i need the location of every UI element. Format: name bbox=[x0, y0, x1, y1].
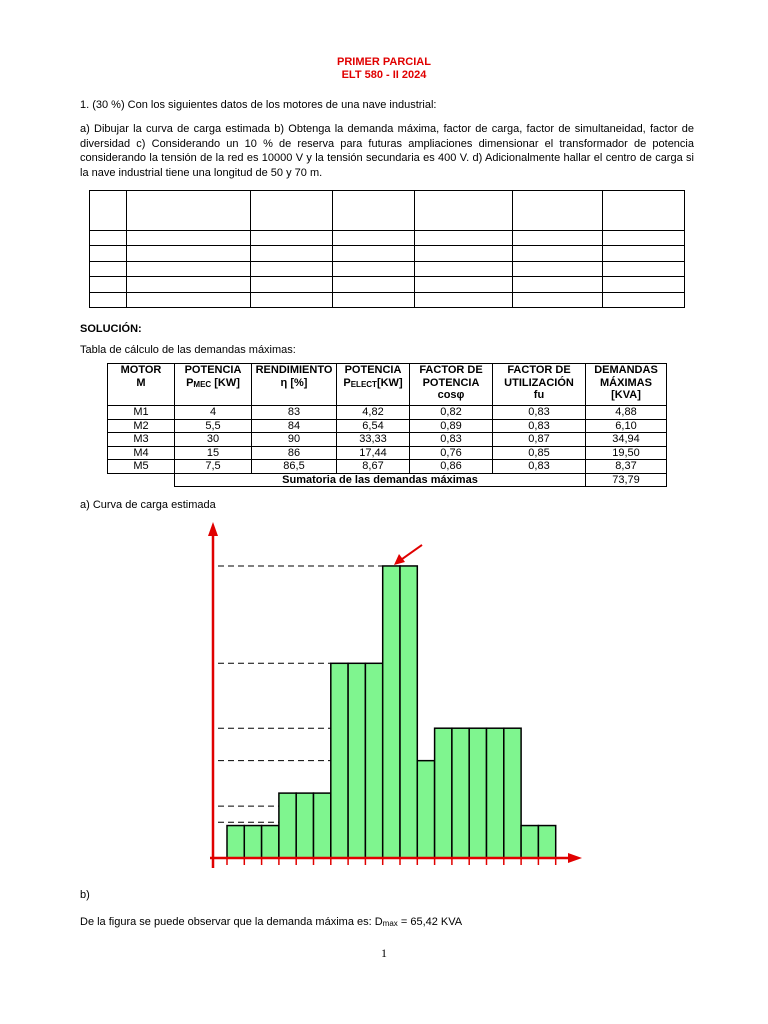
table-cell: M4 bbox=[108, 446, 175, 460]
max-demand-text-pre: De la figura se puede observar que la demanda máxima es: D bbox=[80, 916, 383, 928]
load-bar bbox=[521, 826, 538, 858]
solution-heading: SOLUCIÓN: bbox=[80, 323, 142, 335]
table-cell: 19,50 bbox=[586, 446, 667, 460]
table-row bbox=[108, 446, 667, 460]
load-bar bbox=[400, 566, 417, 858]
table-cell: 83 bbox=[252, 406, 337, 420]
sum-label: Sumatoria de las demandas máximas bbox=[175, 473, 586, 487]
peak-arrow bbox=[394, 545, 422, 565]
page-number: 1 bbox=[381, 946, 387, 960]
blank-data-table bbox=[89, 190, 685, 308]
table-cell: M2 bbox=[108, 419, 175, 433]
load-bar bbox=[487, 728, 504, 858]
col-dem-2: MÁXIMAS bbox=[600, 376, 652, 389]
col-fp-2: POTENCIA bbox=[422, 376, 480, 389]
table-cell: 4 bbox=[175, 406, 252, 420]
table-cell: 4,82 bbox=[337, 406, 410, 420]
table-row bbox=[108, 406, 667, 420]
col-pot-sub bbox=[186, 377, 240, 389]
table-cell: 90 bbox=[252, 433, 337, 447]
table-cell: 6,54 bbox=[337, 419, 410, 433]
y-axis-arrow bbox=[208, 522, 218, 536]
max-demand-sub: max bbox=[382, 919, 398, 928]
load-bar bbox=[383, 566, 400, 858]
col-pelec-sub-idx: ELECT bbox=[350, 379, 377, 389]
part-a-caption: a) Curva de carga estimada bbox=[80, 499, 216, 511]
col-dem: DEMANDAS bbox=[594, 364, 658, 376]
table-row bbox=[108, 460, 667, 474]
table-cell: 0,83 bbox=[493, 419, 586, 433]
col-pelec: POTENCIA bbox=[344, 364, 402, 376]
peak-arrow-head bbox=[394, 554, 405, 565]
col-motor: MOTOR bbox=[120, 364, 162, 376]
load-bar bbox=[262, 826, 279, 858]
load-bar bbox=[296, 793, 313, 858]
load-bar bbox=[504, 728, 521, 858]
load-bar bbox=[331, 663, 348, 858]
table-cell: M3 bbox=[108, 433, 175, 447]
table-cell: 0,86 bbox=[410, 460, 493, 474]
load-bar bbox=[469, 728, 486, 858]
load-bar bbox=[348, 663, 365, 858]
table-cell: M1 bbox=[108, 406, 175, 420]
table-cell: 6,10 bbox=[586, 419, 667, 433]
load-bar bbox=[538, 826, 555, 858]
table-cell: 0,87 bbox=[493, 433, 586, 447]
load-bar bbox=[435, 728, 452, 858]
col-pot-sub-idx: MEC bbox=[193, 379, 212, 389]
col-rend-sub: η [%] bbox=[280, 376, 308, 389]
exam-subtitle: ELT 580 - II 2024 bbox=[341, 69, 427, 81]
table-cell: 0,89 bbox=[410, 419, 493, 433]
load-curve-chart bbox=[190, 520, 600, 880]
load-bar bbox=[244, 826, 261, 858]
table-cell: 33,33 bbox=[337, 433, 410, 447]
col-pot: POTENCIA bbox=[184, 364, 242, 376]
table-cell: 0,76 bbox=[410, 446, 493, 460]
load-bar bbox=[417, 761, 434, 858]
table-cell: 5,5 bbox=[175, 419, 252, 433]
demand-table bbox=[107, 363, 667, 487]
table-cell: 30 bbox=[175, 433, 252, 447]
col-pelec-sub-p: P bbox=[343, 376, 351, 389]
load-bar bbox=[227, 826, 244, 858]
table-row bbox=[108, 419, 667, 433]
col-pot-sub-unit: [KW] bbox=[211, 376, 240, 389]
table-cell: 0,83 bbox=[410, 433, 493, 447]
max-demand-value: = 65,42 KVA bbox=[397, 916, 463, 928]
table-cell: 15 bbox=[175, 446, 252, 460]
table-cell: 86,5 bbox=[252, 460, 337, 474]
table-cell: 4,88 bbox=[586, 406, 667, 420]
max-demand-text bbox=[80, 916, 462, 928]
col-fp: FACTOR DE bbox=[419, 364, 483, 376]
col-dem-3: [KVA] bbox=[611, 389, 641, 401]
col-fp-3: cosφ bbox=[437, 389, 465, 401]
col-motor-sub: M bbox=[136, 376, 146, 389]
exam-title: PRIMER PARCIAL bbox=[337, 56, 431, 68]
sum-value: 73,79 bbox=[586, 473, 667, 487]
col-pelec-sub-unit: [KW] bbox=[376, 376, 403, 389]
table-cell: 0,85 bbox=[493, 446, 586, 460]
col-fu: FACTOR DE bbox=[507, 364, 571, 376]
x-axis-arrow bbox=[568, 853, 582, 863]
problem-statement: 1. (30 %) Con los siguientes datos de los motores de una nave industrial: bbox=[80, 99, 437, 111]
bars bbox=[227, 566, 556, 858]
table-cell: 84 bbox=[252, 419, 337, 433]
table-cell: 86 bbox=[252, 446, 337, 460]
load-bar bbox=[452, 728, 469, 858]
load-bar bbox=[279, 793, 296, 858]
table-cell: 0,83 bbox=[493, 460, 586, 474]
load-bar bbox=[314, 793, 331, 858]
table-cell: 0,82 bbox=[410, 406, 493, 420]
table-row bbox=[108, 433, 667, 447]
table-cell: M5 bbox=[108, 460, 175, 474]
col-pelec-sub bbox=[343, 377, 402, 389]
load-bar bbox=[365, 663, 382, 858]
col-fu-3: fu bbox=[533, 389, 545, 401]
table-cell: 7,5 bbox=[175, 460, 252, 474]
col-pot-sub-p: P bbox=[186, 376, 194, 389]
part-b-label: b) bbox=[80, 889, 90, 901]
table-cell: 8,67 bbox=[337, 460, 410, 474]
table-caption: Tabla de cálculo de las demandas máximas: bbox=[80, 344, 296, 356]
table-cell: 8,37 bbox=[586, 460, 667, 474]
table-cell: 34,94 bbox=[586, 433, 667, 447]
problem-parts: a) Dibujar la curva de carga estimada b) Obtenga la demanda máxima, factor de carga, factor de simultaneidad, factor de diversidad c) Considerando un 10 % de reserva para futuras ampliaciones dimensionar el transformador de potencia considerando la tensión de la red es 10000 V y la tensión secundaria es 400 V. d) Adicionalmente hallar el centro de carga si la nave industrial tiene una longitud de 50 y 70 m. bbox=[80, 123, 694, 179]
col-rend: RENDIMIENTO bbox=[255, 364, 333, 376]
table-cell: 0,83 bbox=[493, 406, 586, 420]
table-cell: 17,44 bbox=[337, 446, 410, 460]
col-fu-2: UTILIZACIÓN bbox=[504, 376, 574, 389]
